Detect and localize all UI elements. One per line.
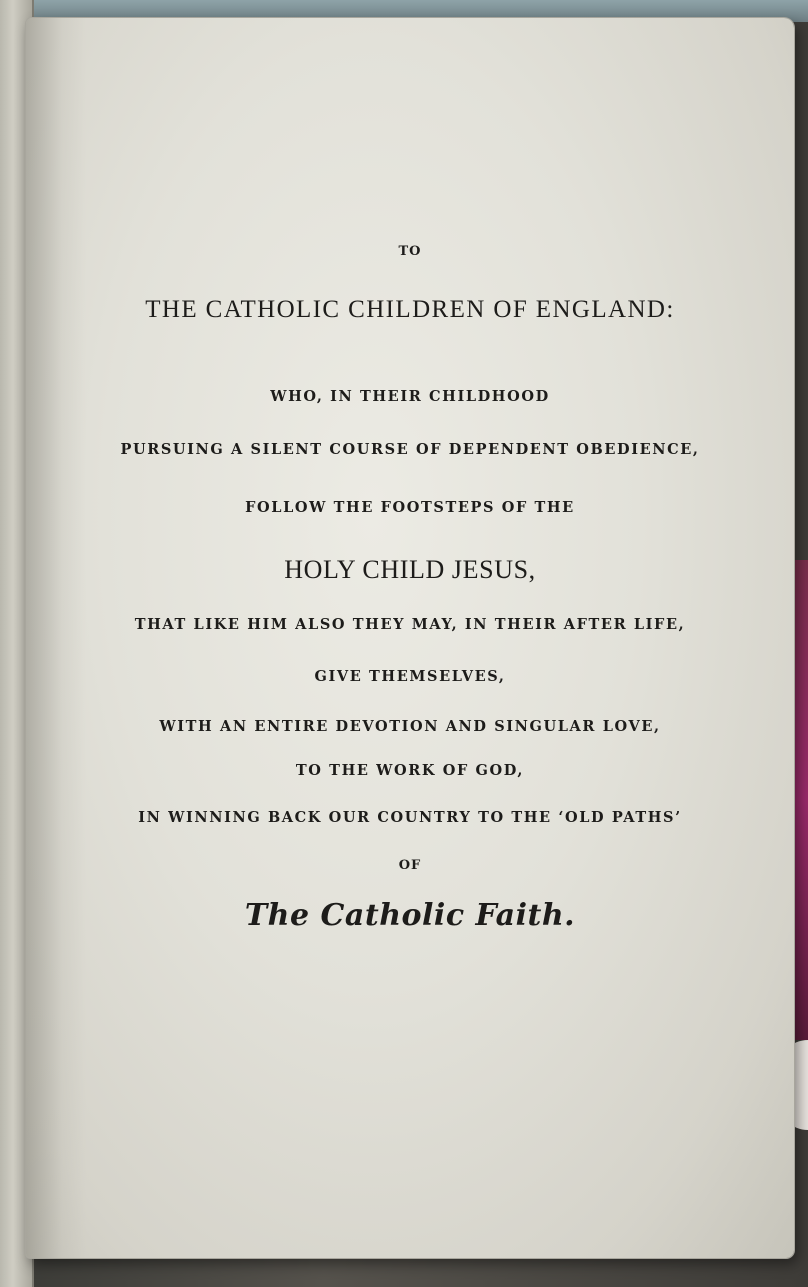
dedication-line-give: GIVE THEMSELVES, [314,668,506,685]
dedication-line-work: TO THE WORK OF GOD, [295,762,525,779]
dedication-faith: The Catholic Faith. [244,898,576,933]
dedication-of: OF [398,858,422,873]
book-page [26,18,794,1258]
dedication-to: TO [398,244,422,259]
dedication-title: THE CATHOLIC CHILDREN OF ENGLAND: [145,296,675,323]
dedication-line-pursuing: PURSUING A SILENT COURSE OF DEPENDENT OBEDIENCE, [120,441,700,458]
dedication-line-follow: FOLLOW THE FOOTSTEPS OF THE [245,499,575,516]
dedication-line-who: WHO, IN THEIR CHILDHOOD [270,388,550,405]
background-right-edge [794,560,808,1040]
dedication-line-winning: IN WINNING BACK OUR COUNTRY TO THE ‘OLD PATHS’ [138,809,682,826]
dedication-line-that: THAT LIKE HIM ALSO THEY MAY, IN THEIR AFTER LIFE, [134,616,686,633]
dedication-line-with: WITH AN ENTIRE DEVOTION AND SINGULAR LOVE, [159,718,661,735]
dedication-holy-child: HOLY CHILD JESUS, [284,555,536,584]
page-gutter-shadow [26,18,86,1258]
